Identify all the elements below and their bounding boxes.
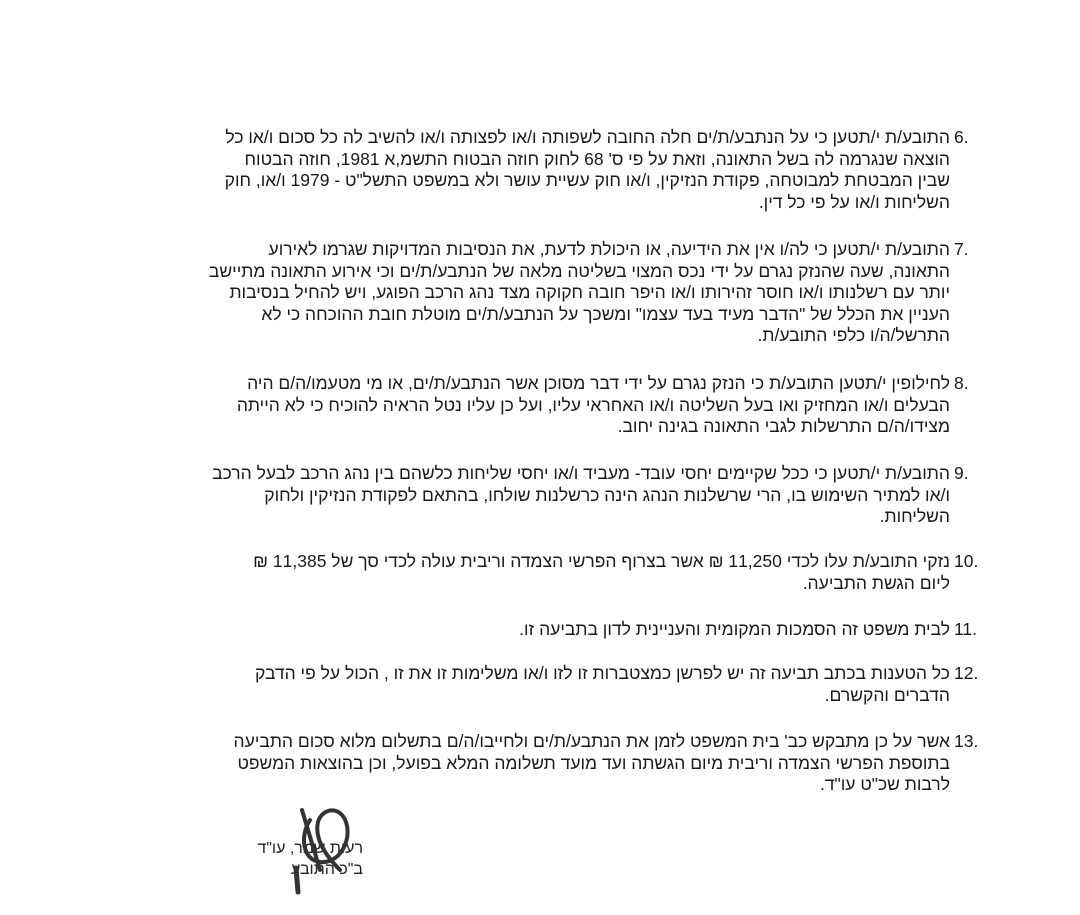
clause-line: הבעלים ו/או המחזיק ואו בעל השליטה ו/או האחראי עליו, ועל כן עליו נטל הראיה להוכיח כי לא הייתה (236, 394, 950, 415)
clause-line: התובע/ת י/תטען כי ככל שקיימים יחסי עובד- מעביד ו/או יחסי שליחות כלשהם בין נהג הרכב לבעל הרכב (212, 463, 950, 483)
clause-line: שבין המבטחת למבוטחה, פקודת הנזיקין, ו/או חוק עשיית עושר ולא במשפט התשל"ט - 1979 ו/או, חוק (224, 170, 950, 190)
signature-block (255, 838, 363, 880)
clause-line: לחילופין י/תטען התובע/ת כי הנזק נגרם על ידי דבר מסוכן אשר הנתבע/ת/ים, או מי מטעמו/ה/ם היה (247, 373, 950, 393)
clause-line: השליחות. (879, 506, 950, 526)
clause-number: 11. (954, 619, 978, 639)
clause-line: בתוספת הפרשי הצמדה וריבית מיום הגשתה ועד מועד תשלומה המלא בפועל, וכן בהוצאות המשפט (237, 752, 950, 773)
clause-12 (160, 663, 979, 706)
clause-line: לבית משפט זה הסמכות המקומית והעניינית לדון בתביעה זו. (519, 619, 950, 639)
clause-line: כל הטענות בכתב תביעה זה יש לפרשן כמצטברות זו לזו ו/או משלימות זו את זו , הכול על פי הדבק (254, 663, 950, 683)
clause-9 (160, 463, 969, 528)
clause-6 (160, 127, 969, 213)
clause-number: 7. (954, 239, 969, 259)
clause-number: 8. (954, 373, 969, 393)
clause-11 (160, 619, 978, 641)
clause-line: לרבות שכ"ט עו"ד. (819, 774, 950, 794)
clause-number: 9. (954, 463, 969, 483)
clause-line: התובע/ת י/תטען כי על הנתבע/ת/ים חלה החובה לשפותה ו/או לפצותה ו/או להשיב לה כל סכום ו/או כל (225, 127, 950, 147)
clause-number: 10. (954, 551, 979, 571)
clause-line: התרשל/ה/ו כלפי התובע/ת. (757, 325, 950, 345)
clause-line: התאונה, שעה שהנזק נגרם על ידי נכס המצוי בשליטה מלאה של הנתבע/ת/ים וכי אירוע התאונה מתיישב (208, 260, 950, 281)
clause-8 (160, 373, 969, 438)
clause-line: יותר עם רשלנותו ו/או חוסר זהירותו ו/או היפר חובה חקוקה מצד נהג הרכב הפוגע, ויש להחיל בנסיבות (229, 282, 950, 302)
clause-number: 6. (954, 127, 969, 147)
clause-13 (160, 731, 979, 796)
clause-line: מצידו/ה/ם התרשלות לגבי התאונה בגינה יחוב. (617, 416, 950, 436)
clause-number: 13. (954, 731, 979, 751)
clause-line: אשר על כן מתבקש כב' בית המשפט לזמן את הנתבע/ת/ים ולחייבו/ה/ם בתשלום מלוא סכום התביעה (233, 731, 950, 751)
clause-line: ו/או למתיר השימוש בו, הרי שרשלנות הנהג הינה כרשלנות שולחו, בהתאם לפקודת הנזיקין ולחוק (264, 484, 950, 505)
clause-line: העניין את הכלל של "הדבר מעיד בעד עצמו" ומשכך על הנתבע/ת/ים מוטלת חובת ההוכחה כי לא (261, 303, 950, 324)
clause-10 (160, 551, 979, 594)
clause-line: נזקי התובע/ת עלו לכדי 11,250 ₪ אשר בצרוף הפרשי הצמדה וריבית עולה לכדי סך של 11,385 ₪ (253, 551, 950, 571)
clause-line: הוצאה שנגרמה לה בשל התאונה, וזאת על פי ס' 68 לחוק חוזה הבטוח התשמ,א 1981, חוזה הבטוח (244, 148, 950, 169)
clause-number: 12. (954, 663, 979, 683)
signature-name: רעות שמר, עו"ד (257, 840, 363, 857)
clause-7 (160, 239, 969, 347)
signature-title: ב"כ התובע (290, 861, 363, 878)
clause-line: הדברים והקשרם. (824, 684, 950, 705)
clause-line: התובע/ת י/תטען כי לה/ו אין את הידיעה, או היכולת לדעת, את הנסיבות המדויקות שגרמו לאירוע (268, 239, 950, 259)
clause-line: השליחות ו/או על פי כל דין. (758, 191, 950, 212)
clause-line: ליום הגשת התביעה. (802, 572, 950, 593)
